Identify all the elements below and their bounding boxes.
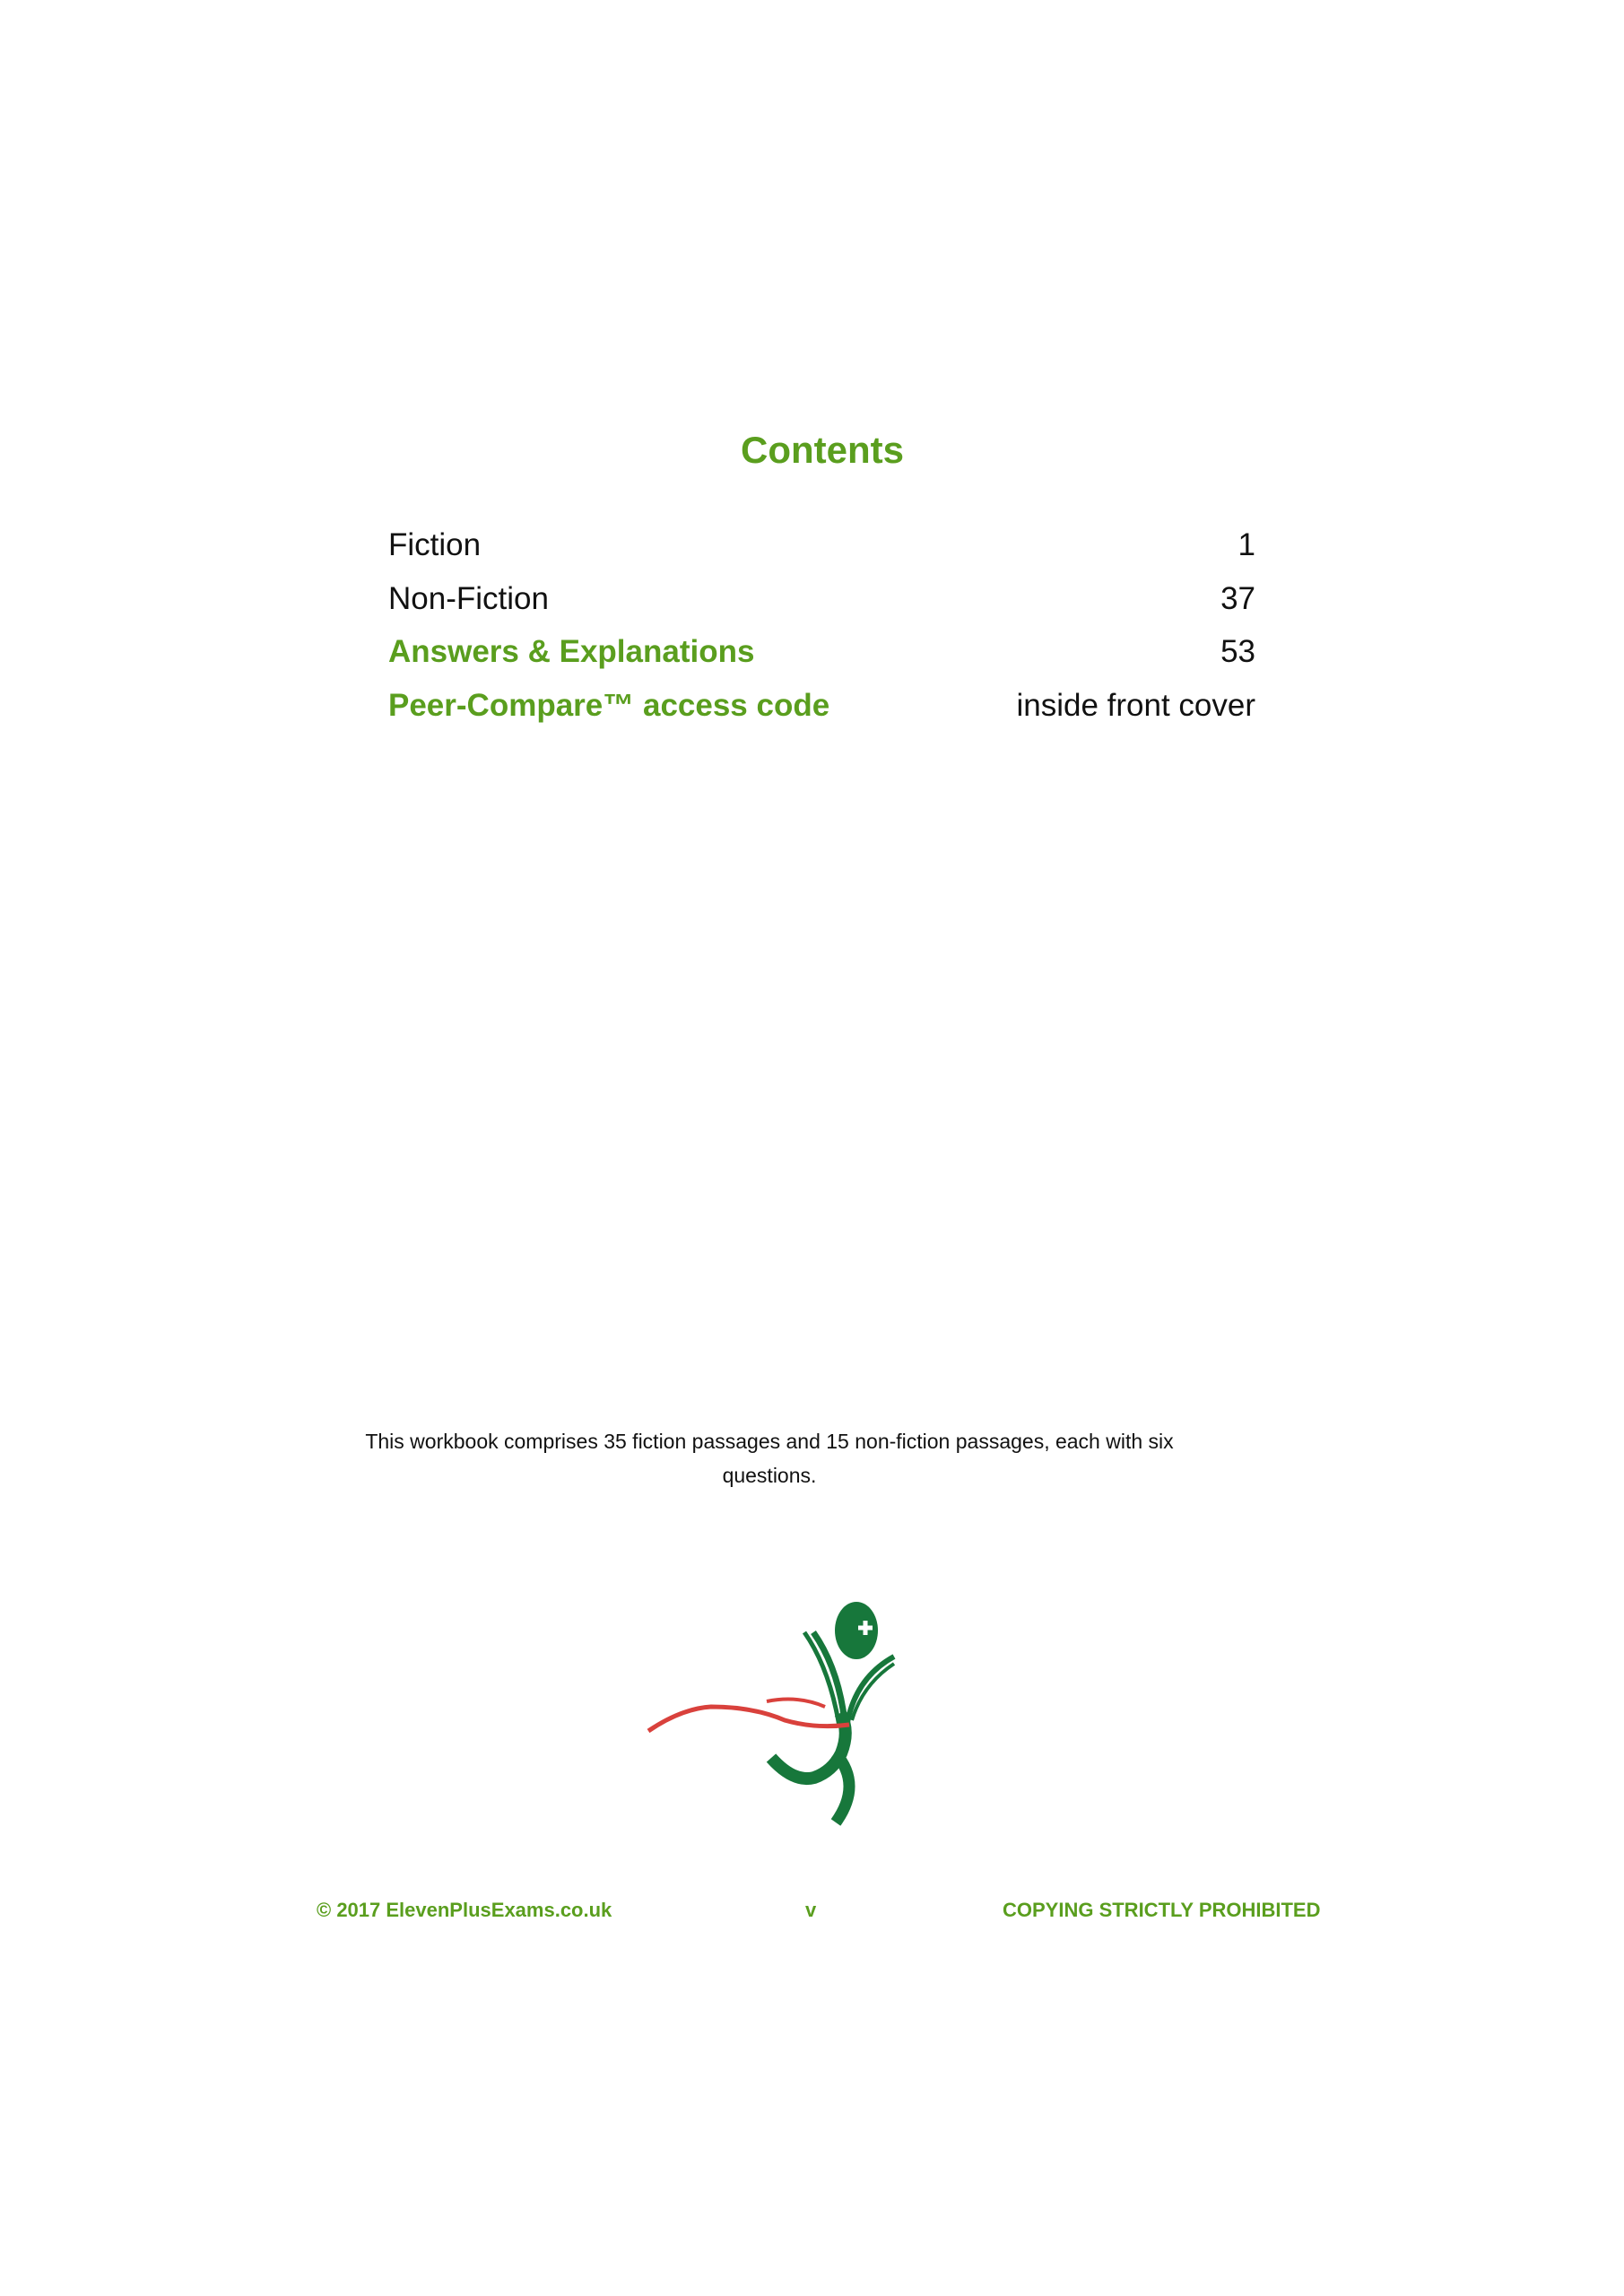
toc-label: Answers & Explanations: [388, 634, 755, 669]
toc-entry-fiction[interactable]: [388, 527, 1255, 563]
footer-copyright: © 2017 ElevenPlusExams.co.uk: [317, 1899, 612, 1921]
page-title: Contents: [741, 429, 904, 471]
workbook-note: This workbook comprises 35 fiction passages and 15 non-fiction passages, each with six questions.: [365, 1430, 1174, 1487]
logo-leg: [836, 1753, 849, 1822]
toc-page: 1: [1238, 527, 1255, 562]
toc-entry-answers[interactable]: [388, 634, 1255, 670]
toc-label: Non-Fiction: [388, 581, 549, 616]
finish-ribbon: [648, 1707, 849, 1731]
toc-page: inside front cover: [1016, 688, 1255, 723]
logo-head: [835, 1602, 878, 1659]
toc-entry-non-fiction[interactable]: [388, 581, 1255, 617]
toc-label: Fiction: [388, 527, 482, 562]
toc-label: Peer-Compare™ access code: [388, 688, 830, 723]
toc-page: 37: [1220, 581, 1255, 616]
runner-logo: [628, 1578, 915, 1848]
footer-page-number: v: [805, 1899, 817, 1921]
toc-entry-peer-compare[interactable]: [388, 688, 1255, 724]
footer-notice: COPYING STRICTLY PROHIBITED: [1003, 1899, 1321, 1921]
toc-page: 53: [1220, 634, 1255, 669]
